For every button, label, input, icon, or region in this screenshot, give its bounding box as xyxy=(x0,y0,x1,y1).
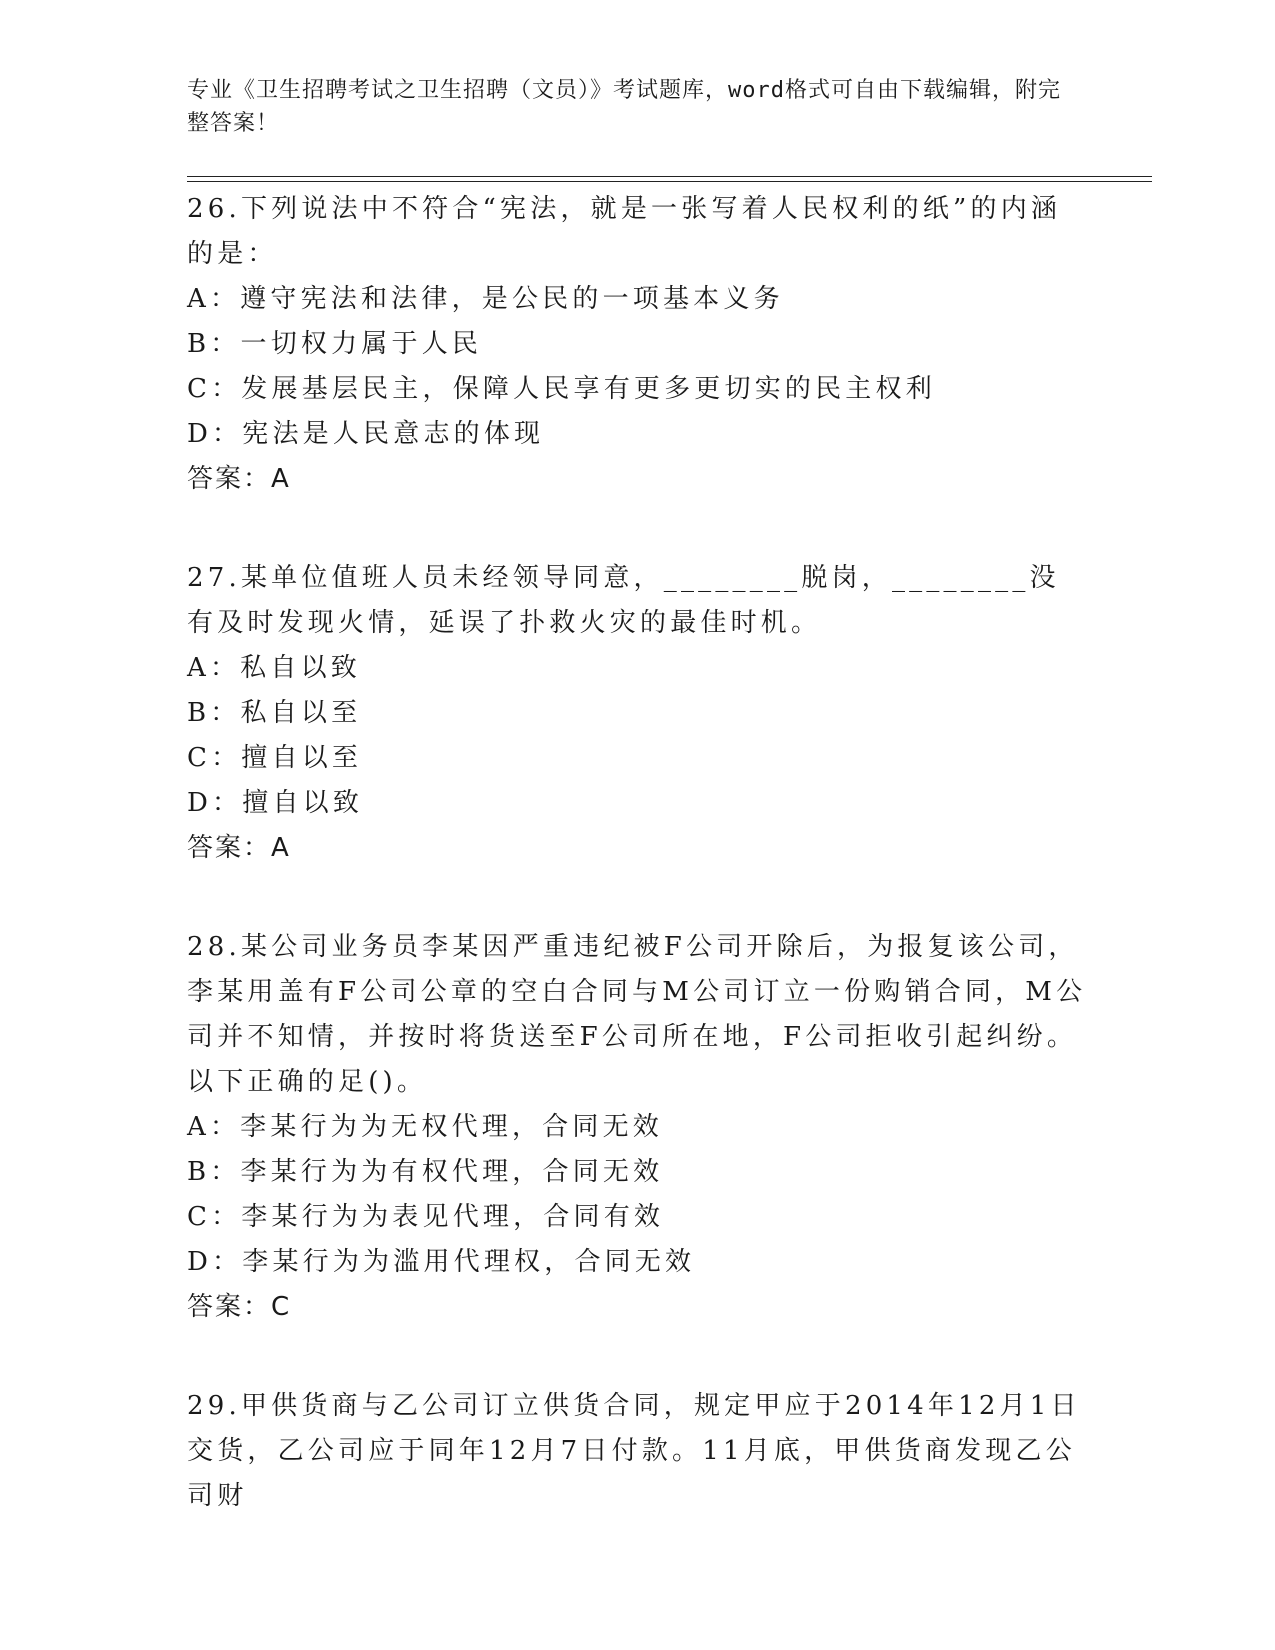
option-c: C：擅自以至 xyxy=(187,743,363,773)
question-list xyxy=(187,187,1087,1573)
option-a: A：李某行为为无权代理，合同无效 xyxy=(187,1112,663,1142)
answer-label: 答案： xyxy=(187,1292,272,1322)
answer-label: 答案： xyxy=(187,464,272,494)
answer-value: C xyxy=(271,1292,290,1322)
question-27 xyxy=(187,556,1087,871)
answer-value: A xyxy=(271,464,289,494)
option-a: A：私自以致 xyxy=(187,653,361,683)
question-stem: 28.某公司业务员李某因严重违纪被F公司开除后，为报复该公司，李某用盖有F公司公章的空白合同与M公司订立一份购销合同，M公司并不知情，并按时将货送至F公司所在地，F公司拒收引起纠纷。以下正确的足()。 xyxy=(187,932,1087,1097)
answer-value: A xyxy=(271,833,289,863)
question-26 xyxy=(187,187,1087,502)
option-a: A：遵守宪法和法律，是公民的一项基本义务 xyxy=(187,284,784,314)
answer-line xyxy=(187,826,1087,871)
question-29 xyxy=(187,1384,1087,1519)
answer-line xyxy=(187,457,1087,502)
option-b: B：李某行为为有权代理，合同无效 xyxy=(187,1157,664,1187)
answer-label: 答案： xyxy=(187,833,272,863)
question-stem: 26.下列说法中不符合“宪法，就是一张写着人民权利的纸”的内涵的是： xyxy=(187,194,1062,269)
header-divider-bottom xyxy=(187,181,1152,182)
answer-line xyxy=(187,1285,1087,1330)
document-header: 专业《卫生招聘考试之卫生招聘（文员）》考试题库，word格式可自由下载编辑，附完整答案！ xyxy=(187,78,1061,136)
option-d: D：宪法是人民意志的体现 xyxy=(187,419,545,449)
option-d: D：擅自以致 xyxy=(187,788,364,818)
header-divider-top xyxy=(187,176,1152,177)
option-d: D：李某行为为滥用代理权，合同无效 xyxy=(187,1247,696,1277)
question-28 xyxy=(187,925,1087,1330)
option-c: C：李某行为为表见代理，合同有效 xyxy=(187,1202,665,1232)
option-b: B：私自以至 xyxy=(187,698,362,728)
question-stem: 27.某单位值班人员未经领导同意，________脱岗，________没有及时发现火情，延误了扑救火灾的最佳时机。 xyxy=(187,563,1060,638)
option-b: B：一切权力属于人民 xyxy=(187,329,483,359)
option-c: C：发展基层民主，保障人民享有更多更切实的民主权利 xyxy=(187,374,936,404)
question-stem: 29.甲供货商与乙公司订立供货合同，规定甲应于2014年12月1日交货，乙公司应于同年12月7日付款。11月底，甲供货商发现乙公司财 xyxy=(187,1391,1081,1511)
